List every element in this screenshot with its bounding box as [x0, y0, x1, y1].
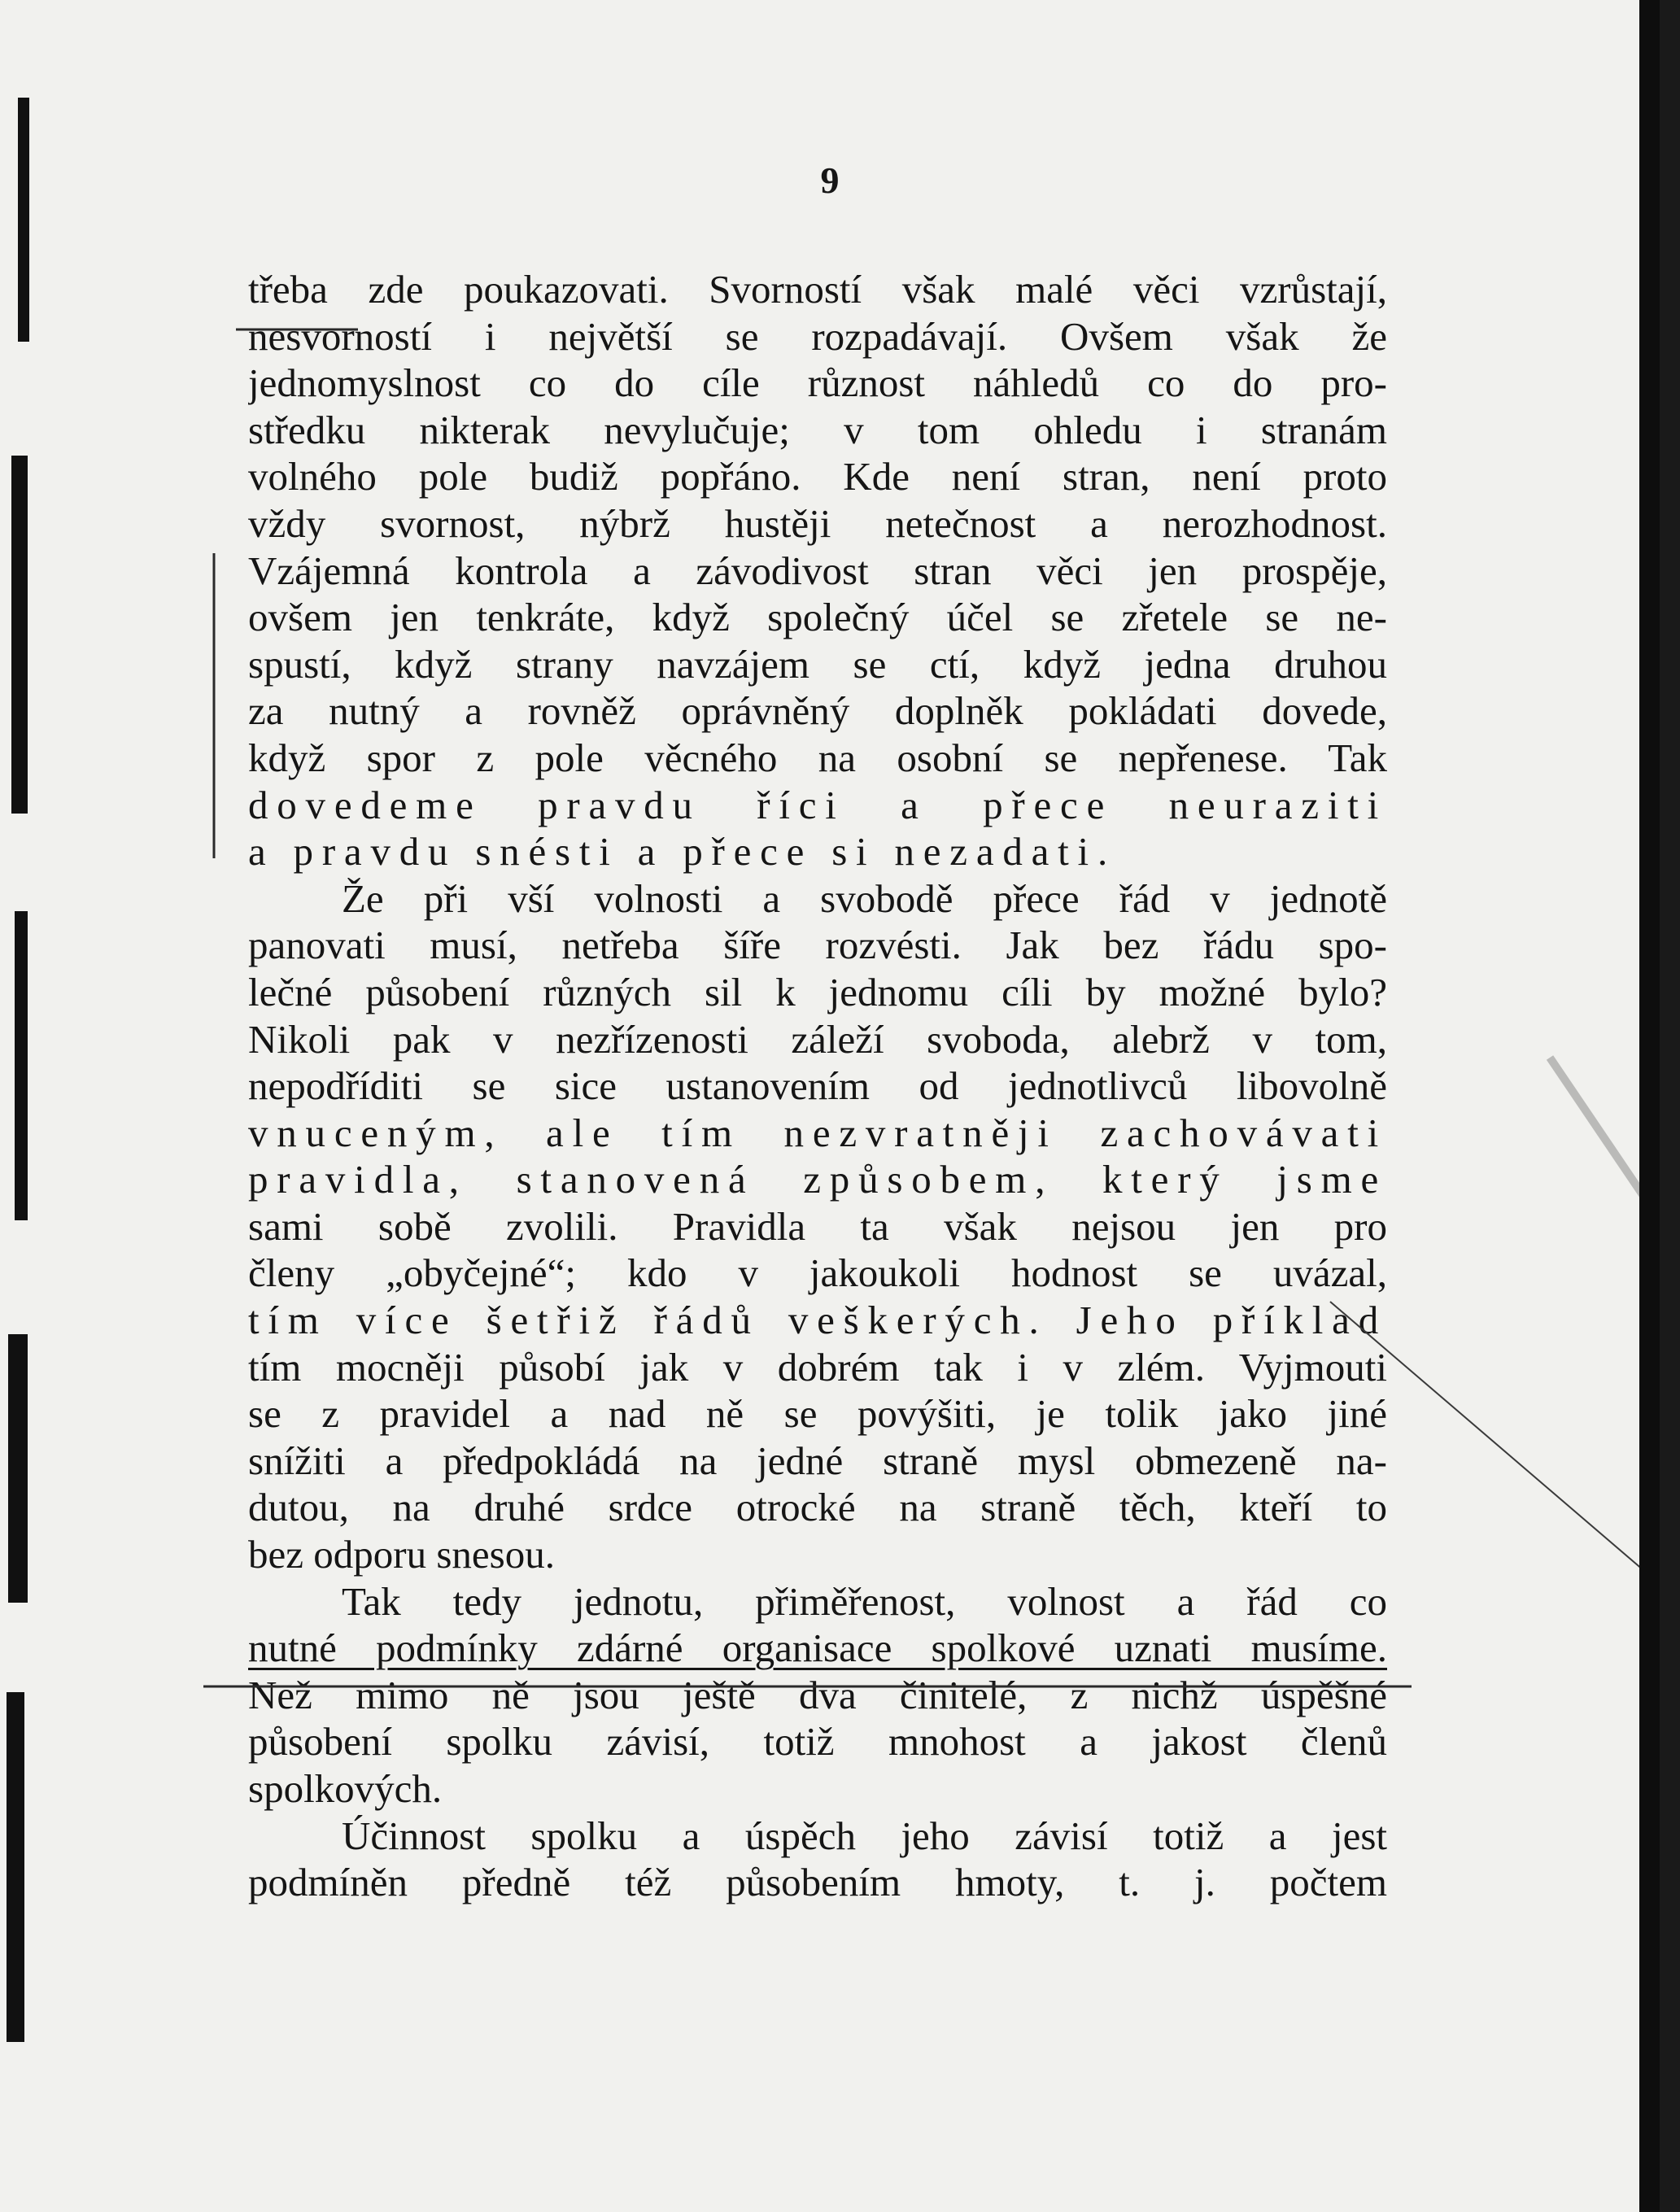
text-line: nutné podmínky zdárné organisace spolkové uznati musíme. — [248, 1625, 1387, 1671]
text-line: sami sobě zvolili. Pravidla ta však nejsou jen pro — [248, 1203, 1387, 1249]
scan-edge — [1639, 0, 1660, 2212]
text-line: tím mocněji působí jak v dobrém tak i v zlém. Vyjmouti — [248, 1344, 1387, 1390]
text-line: za nutný a rovněž oprávněný doplněk pokládati dovede, — [248, 688, 1387, 734]
text-line: a pravdu snésti a přece si nezadati. — [248, 829, 1116, 875]
text-line: členy „obyčejné“; kdo v jakoukoli hodnost se uvázal, — [248, 1250, 1387, 1296]
text-line: ovšem jen tenkráte, když společný účel se zřetele se ne- — [248, 595, 1387, 640]
text-line: když spor z pole věcného na osobní se nepřenese. Tak — [248, 735, 1387, 780]
text-line: vždy svornost, nýbrž hustěji netečnost a nerozhodnost. — [248, 500, 1387, 546]
text-line: pravidla, stanovená způsobem, který jsme — [248, 1157, 1387, 1202]
text-line: snížiti a předpokládá na jedné straně mysl obmezeně na- — [248, 1438, 1387, 1483]
text-line: působení spolku závisí, totiž mnohost a jakost členů — [248, 1719, 1387, 1765]
text-line: dovedeme pravdu říci a přece neuraziti — [248, 782, 1387, 827]
text-line: středku nikterak nevylučuje; v tom ohledu i stranám — [248, 407, 1387, 452]
text-line: tím více šetřiž řádů veškerých. Jeho příklad — [248, 1298, 1387, 1343]
text-line: nesvorností i největší se rozpadávají. Ovšem však že — [248, 313, 1387, 359]
text-line: Vzájemná kontrola a závodivost stran věci jen prospěje, — [248, 548, 1387, 593]
text-line: Tak tedy jednotu, přiměřenost, volnost a řád co — [342, 1578, 1387, 1624]
text-line: volného pole budiž popřáno. Kde není stran, není proto — [248, 454, 1387, 500]
text-line: Účinnost spolku a úspěch jeho závisí totiž a jest — [342, 1813, 1387, 1858]
text-line: spolkových. — [248, 1766, 443, 1811]
text-line: třeba zde poukazovati. Svorností však malé věci vzrůstají, — [248, 267, 1387, 312]
text-line: podmíněn předně též působením hmoty, t. j. počtem — [248, 1860, 1387, 1905]
text-line: bez odporu snesou. — [248, 1532, 555, 1577]
text-line: Nikoli pak v nezřízenosti záleží svoboda, alebrž v tom, — [248, 1016, 1387, 1062]
text-line: dutou, na druhé srdce otrocké na straně těch, kteří to — [248, 1485, 1387, 1530]
text-line: Než mimo ně jsou ještě dva činitelé, z nichž úspěšné — [248, 1672, 1387, 1717]
text-line: Že při vší volnosti a svobodě přece řád v jednotě — [342, 875, 1387, 921]
text-line: jednomyslnost co do cíle různost náhledů co do pro- — [248, 360, 1387, 406]
text-line: se z pravidel a nad ně se povýšiti, je tolik jako jiné — [248, 1391, 1387, 1437]
text-line: vnuceným, ale tím nezvratněji zachovávati — [248, 1110, 1387, 1155]
text-line: panovati musí, netřeba šíře rozvésti. Jak bez řádu spo- — [248, 923, 1387, 968]
text-line: lečné působení různých sil k jednomu cíli by možné bylo? — [248, 969, 1387, 1014]
page-number: 9 — [820, 159, 840, 201]
text-line: spustí, když strany navzájem se ctí, když jedna druhou — [248, 641, 1387, 687]
text-line: nepodříditi se sice ustanovením od jednotlivců libovolně — [248, 1063, 1387, 1109]
